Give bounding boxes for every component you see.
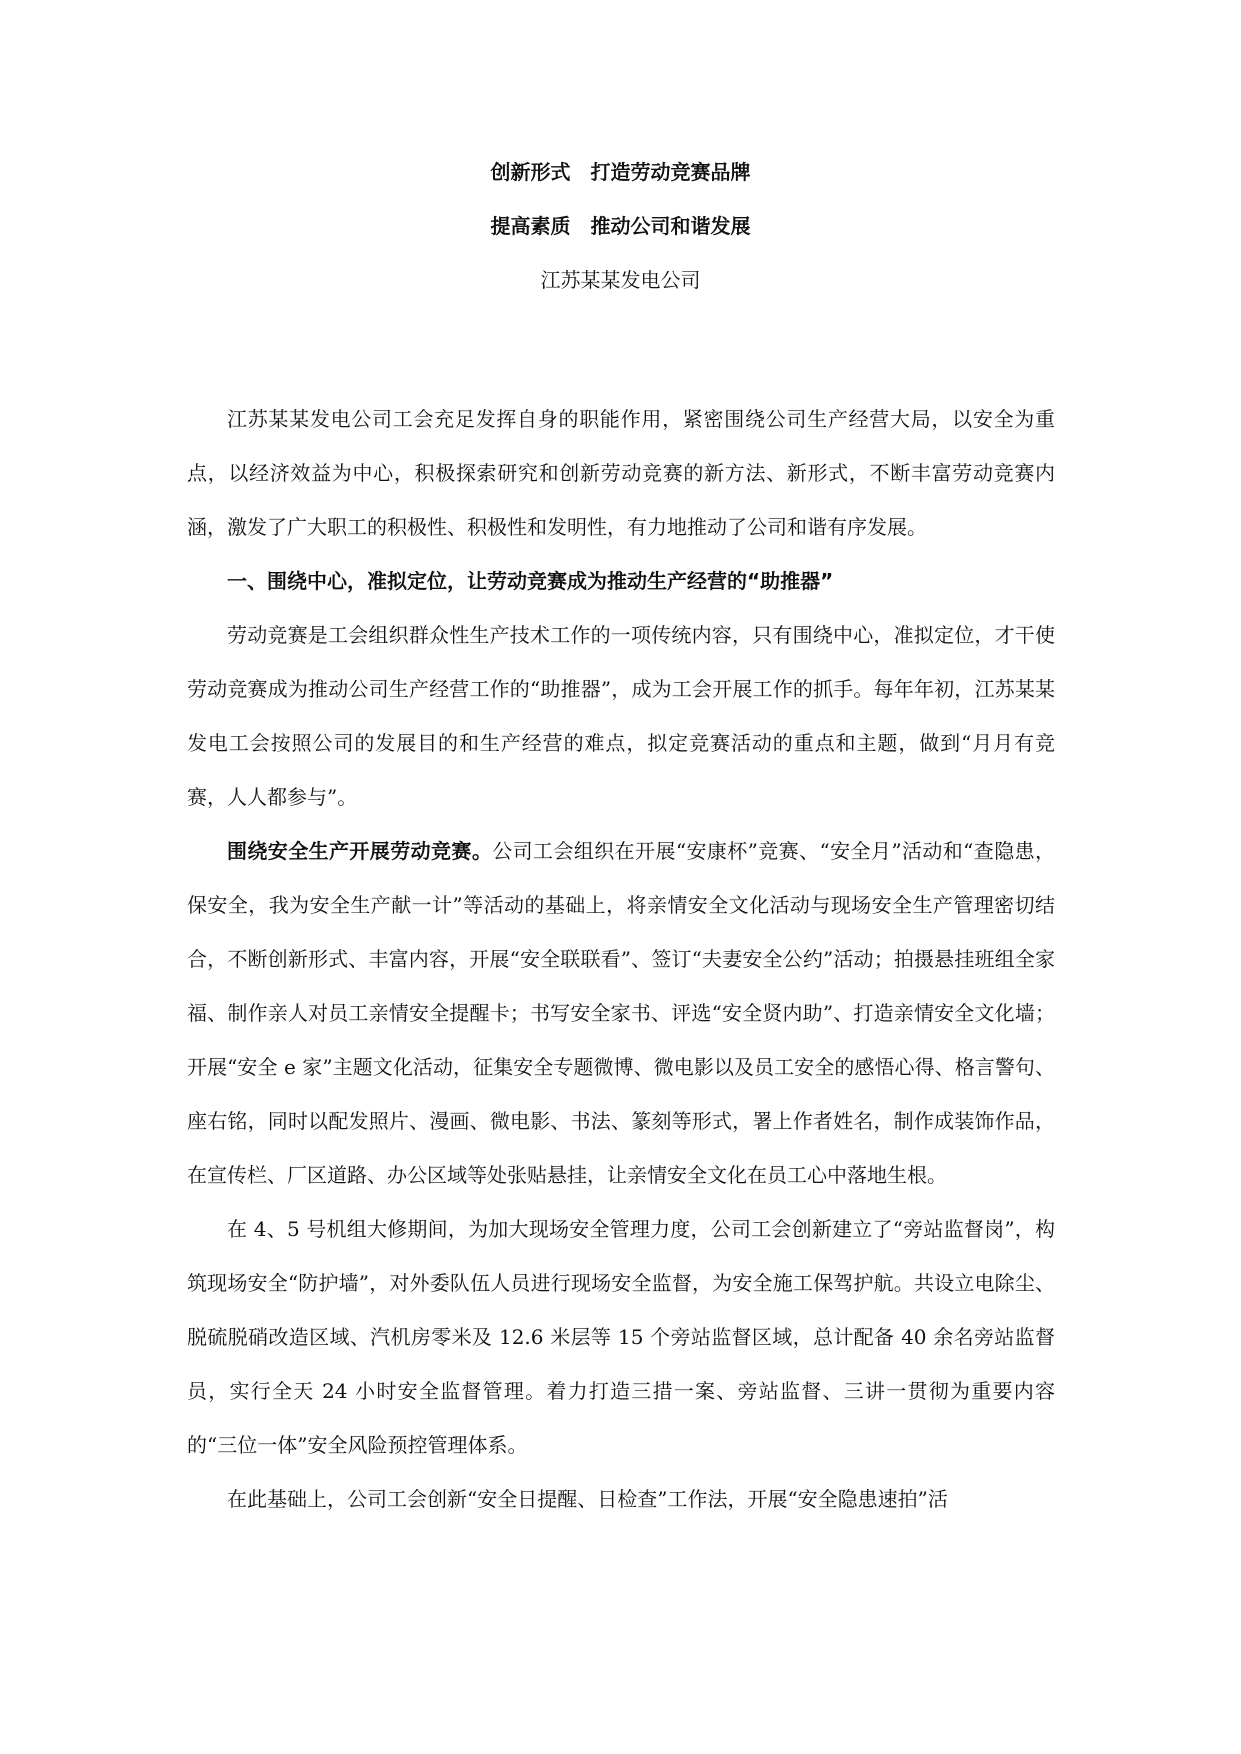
paragraph-competition-role: 劳动竞赛是工会组织群众性生产技术工作的一项传统内容，只有围绕中心，准拟定位，才干使劳动竞赛成为推动公司生产经营工作的“助推器”，成为工会开展工作的抓手。每年年初，江苏某某发电工会按照公司的发展目的和生产经营的难点，拟定竞赛活动的重点和主题，做到“月月有竞赛，人人都参与”。 — [187, 623, 1055, 809]
title-block — [0, 158, 1241, 294]
paragraph-intro: 江苏某某发电公司工会充足发挥自身的职能作用，紧密围绕公司生产经营大局，以安全为重点，以经济效益为中心，积极探索研究和创新劳动竞赛的新方法、新形式，不断丰富劳动竞赛内涵，激发了广大职工的积极性、积极性和发明性，有力地推动了公司和谐有序发展。 — [187, 407, 1055, 539]
paragraph-safety-text: 公司工会组织在开展“安康杯”竞赛、“安全月”活动和“查隐患，保安全，我为安全生产献一计”等活动的基础上，将亲情安全文化活动与现场安全生产管理密切结合，不断创新形式、丰富内容，开展“安全联联看”、签订“夫妻安全公约”活动；拍摄悬挂班组全家福、制作亲人对员工亲情安全提醒卡；书写安全家书、评选“安全贤内助”、打造亲情安全文化墙；开展“安全 e 家”主题文化活动，征集安全专题微博、微电影以及员工安全的感悟心得、格言警句、座右铭，同时以配发照片、漫画、微电影、书法、篆刻等形式，署上作者姓名，制作成装饰作品，在宣传栏、厂区道路、办公区域等处张贴悬挂，让亲情安全文化在员工心中落地生根。 — [187, 839, 1056, 1187]
document-title-line-1: 创新形式 打造劳动竞赛品牌 — [490, 160, 751, 184]
document-author: 江苏某某发电公司 — [540, 268, 701, 292]
paragraph-lead-bold: 围绕安全生产开展劳动竞赛。 — [227, 839, 493, 863]
paragraph-overhaul-supervision: 在 4、5 号机组大修期间，为加大现场安全管理力度，公司工会创新建立了“旁站监督岗”，构筑现场安全“防护墙”，对外委队伍人员进行现场安全监督，为安全施工保驾护航。共设立电除尘、脱硫脱硝改造区域、汽机房零米及 12.6 米层等 15 个旁站监督区域，总计配备 40 余名旁站监督员，实行全天 24 小时安全监督管理。着力打造三措一案、旁站监督、三讲一贯彻为重要内容的“三位一体”安全风险预控管理体系。 — [187, 1217, 1055, 1457]
paragraph-daily-reminder: 在此基础上，公司工会创新“安全日提醒、日检查”工作法，开展“安全隐患速拍”活 — [227, 1487, 948, 1511]
paragraph-safety-competition — [187, 824, 1055, 1202]
document-body — [187, 392, 1055, 1526]
section-heading-1: 一、围绕中心，准拟定位，让劳动竞赛成为推动生产经营的“助推器” — [227, 569, 834, 593]
document-title-line-2: 提高素质 推动公司和谐发展 — [490, 214, 751, 238]
